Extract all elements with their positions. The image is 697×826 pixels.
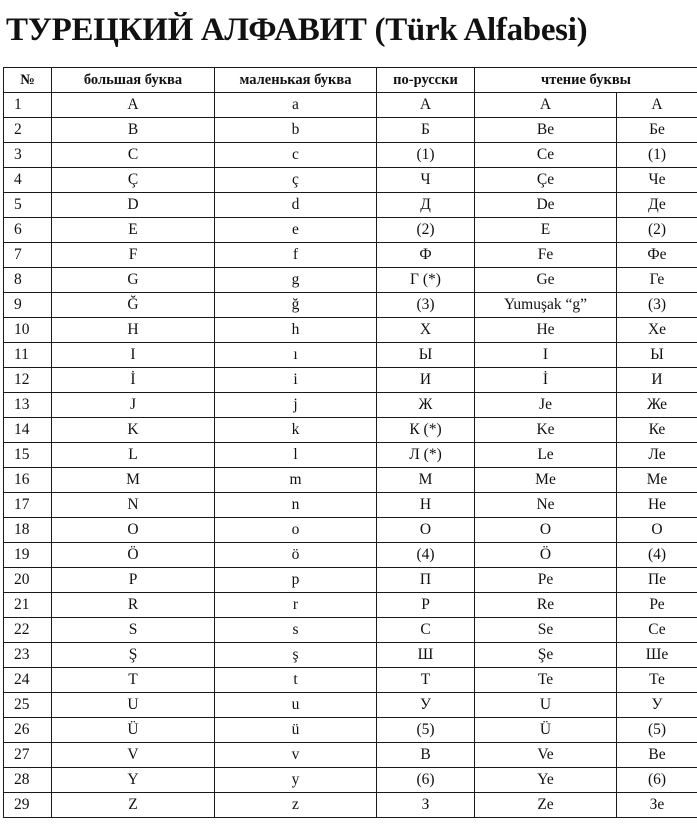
russian-equivalent: Ф [377,243,475,268]
russian-equivalent: Б [377,118,475,143]
letter-reading-turkish: Ve [475,743,617,768]
uppercase-letter: S [52,618,215,643]
row-number: 17 [4,493,52,518]
russian-equivalent: Х [377,318,475,343]
russian-equivalent: Л (*) [377,443,475,468]
lowercase-letter: ş [215,643,377,668]
row-number: 2 [4,118,52,143]
lowercase-letter: ö [215,543,377,568]
row-number: 19 [4,543,52,568]
row-number: 8 [4,268,52,293]
lowercase-letter: a [215,93,377,118]
uppercase-letter: U [52,693,215,718]
uppercase-letter: Ç [52,168,215,193]
letter-reading-russian: (3) [617,293,697,318]
row-number: 12 [4,368,52,393]
russian-equivalent: И [377,368,475,393]
letter-reading-russian: Се [617,618,697,643]
russian-equivalent: О [377,518,475,543]
table-row [4,793,697,818]
table-header-row [4,68,697,93]
uppercase-letter: Ğ [52,293,215,318]
russian-equivalent: П [377,568,475,593]
lowercase-letter: ı [215,343,377,368]
letter-reading-turkish: Te [475,668,617,693]
uppercase-letter: A [52,93,215,118]
letter-reading-russian: Фе [617,243,697,268]
letter-reading-turkish: Ne [475,493,617,518]
letter-reading-russian: (1) [617,143,697,168]
lowercase-letter: c [215,143,377,168]
letter-reading-russian: А [617,93,697,118]
table-row [4,618,697,643]
header-reading: чтение буквы [475,68,697,93]
letter-reading-turkish: De [475,193,617,218]
uppercase-letter: D [52,193,215,218]
letter-reading-russian: Ге [617,268,697,293]
lowercase-letter: k [215,418,377,443]
row-number: 22 [4,618,52,643]
lowercase-letter: v [215,743,377,768]
row-number: 13 [4,393,52,418]
uppercase-letter: H [52,318,215,343]
letter-reading-russian: Те [617,668,697,693]
row-number: 1 [4,93,52,118]
letter-reading-turkish: Şe [475,643,617,668]
letter-reading-turkish: Ge [475,268,617,293]
table-row [4,268,697,293]
lowercase-letter: y [215,768,377,793]
table-row [4,118,697,143]
table-row [4,543,697,568]
table-row [4,693,697,718]
table-row [4,568,697,593]
lowercase-letter: g [215,268,377,293]
table-row [4,368,697,393]
lowercase-letter: t [215,668,377,693]
letter-reading-turkish: Çe [475,168,617,193]
row-number: 23 [4,643,52,668]
table-row [4,293,697,318]
russian-equivalent: Н [377,493,475,518]
table-row [4,468,697,493]
table-row [4,343,697,368]
uppercase-letter: L [52,443,215,468]
uppercase-letter: M [52,468,215,493]
letter-reading-russian: (6) [617,768,697,793]
row-number: 28 [4,768,52,793]
table-row [4,218,697,243]
row-number: 20 [4,568,52,593]
uppercase-letter: İ [52,368,215,393]
row-number: 18 [4,518,52,543]
lowercase-letter: ğ [215,293,377,318]
uppercase-letter: C [52,143,215,168]
russian-equivalent: (4) [377,543,475,568]
page-title: ТУРЕЦКИЙ АЛФАВИТ (Türk Alfabesi) [6,12,588,48]
uppercase-letter: Ş [52,643,215,668]
row-number: 16 [4,468,52,493]
lowercase-letter: p [215,568,377,593]
letter-reading-turkish: He [475,318,617,343]
letter-reading-turkish: Be [475,118,617,143]
letter-reading-russian: Ы [617,343,697,368]
table-row [4,418,697,443]
row-number: 24 [4,668,52,693]
table-row [4,768,697,793]
russian-equivalent: Ч [377,168,475,193]
russian-equivalent: К (*) [377,418,475,443]
russian-equivalent: Р [377,593,475,618]
lowercase-letter: b [215,118,377,143]
letter-reading-russian: У [617,693,697,718]
letter-reading-turkish: O [475,518,617,543]
table-row [4,143,697,168]
table-row [4,93,697,118]
table-row [4,393,697,418]
uppercase-letter: P [52,568,215,593]
header-lowercase: маленькая буква [215,68,377,93]
row-number: 26 [4,718,52,743]
row-number: 14 [4,418,52,443]
table-row [4,193,697,218]
letter-reading-turkish: Fe [475,243,617,268]
russian-equivalent: Т [377,668,475,693]
russian-equivalent: (5) [377,718,475,743]
table-row [4,718,697,743]
letter-reading-russian: Же [617,393,697,418]
lowercase-letter: u [215,693,377,718]
lowercase-letter: s [215,618,377,643]
lowercase-letter: f [215,243,377,268]
uppercase-letter: E [52,218,215,243]
lowercase-letter: d [215,193,377,218]
russian-equivalent: В [377,743,475,768]
lowercase-letter: ç [215,168,377,193]
letter-reading-turkish: Ce [475,143,617,168]
russian-equivalent: Д [377,193,475,218]
russian-equivalent: З [377,793,475,818]
row-number: 21 [4,593,52,618]
uppercase-letter: R [52,593,215,618]
uppercase-letter: B [52,118,215,143]
letter-reading-russian: Ре [617,593,697,618]
lowercase-letter: ü [215,718,377,743]
russian-equivalent: Ж [377,393,475,418]
row-number: 10 [4,318,52,343]
table-row [4,668,697,693]
lowercase-letter: l [215,443,377,468]
uppercase-letter: T [52,668,215,693]
russian-equivalent: Г (*) [377,268,475,293]
letter-reading-turkish: Pe [475,568,617,593]
letter-reading-russian: И [617,368,697,393]
row-number: 27 [4,743,52,768]
table-row [4,493,697,518]
letter-reading-russian: (2) [617,218,697,243]
russian-equivalent: У [377,693,475,718]
russian-equivalent: (2) [377,218,475,243]
letter-reading-turkish: Re [475,593,617,618]
letter-reading-turkish: Ze [475,793,617,818]
uppercase-letter: K [52,418,215,443]
row-number: 6 [4,218,52,243]
letter-reading-russian: Хе [617,318,697,343]
uppercase-letter: O [52,518,215,543]
header-number: № [4,68,52,93]
lowercase-letter: j [215,393,377,418]
uppercase-letter: J [52,393,215,418]
table-row [4,443,697,468]
russian-equivalent: Ы [377,343,475,368]
letter-reading-turkish: Ü [475,718,617,743]
letter-reading-turkish: I [475,343,617,368]
letter-reading-turkish: U [475,693,617,718]
russian-equivalent: М [377,468,475,493]
letter-reading-turkish: Ö [475,543,617,568]
lowercase-letter: n [215,493,377,518]
letter-reading-russian: Де [617,193,697,218]
table-row [4,518,697,543]
russian-equivalent: (1) [377,143,475,168]
table-row [4,643,697,668]
letter-reading-turkish: E [475,218,617,243]
letter-reading-russian: Не [617,493,697,518]
letter-reading-turkish: İ [475,368,617,393]
letter-reading-russian: Ше [617,643,697,668]
header-russian: по-русски [377,68,475,93]
letter-reading-turkish: Me [475,468,617,493]
lowercase-letter: m [215,468,377,493]
letter-reading-russian: О [617,518,697,543]
letter-reading-turkish: Je [475,393,617,418]
letter-reading-russian: (4) [617,543,697,568]
uppercase-letter: F [52,243,215,268]
table-row [4,318,697,343]
table-row [4,243,697,268]
uppercase-letter: G [52,268,215,293]
row-number: 3 [4,143,52,168]
russian-equivalent: С [377,618,475,643]
row-number: 25 [4,693,52,718]
uppercase-letter: I [52,343,215,368]
letter-reading-russian: Пе [617,568,697,593]
letter-reading-russian: Че [617,168,697,193]
letter-reading-turkish: A [475,93,617,118]
lowercase-letter: h [215,318,377,343]
letter-reading-turkish: Yumuşak “g” [475,293,617,318]
uppercase-letter: Ü [52,718,215,743]
uppercase-letter: Y [52,768,215,793]
row-number: 29 [4,793,52,818]
letter-reading-russian: Ке [617,418,697,443]
russian-equivalent: (3) [377,293,475,318]
alphabet-table [3,67,697,818]
letter-reading-russian: Зе [617,793,697,818]
lowercase-letter: r [215,593,377,618]
lowercase-letter: e [215,218,377,243]
letter-reading-turkish: Se [475,618,617,643]
table-row [4,593,697,618]
lowercase-letter: z [215,793,377,818]
row-number: 11 [4,343,52,368]
letter-reading-russian: Бе [617,118,697,143]
uppercase-letter: N [52,493,215,518]
lowercase-letter: o [215,518,377,543]
uppercase-letter: Ö [52,543,215,568]
row-number: 15 [4,443,52,468]
letter-reading-russian: Ле [617,443,697,468]
table-row [4,168,697,193]
table-row [4,743,697,768]
letter-reading-turkish: Le [475,443,617,468]
letter-reading-russian: (5) [617,718,697,743]
row-number: 5 [4,193,52,218]
row-number: 9 [4,293,52,318]
header-uppercase: большая буква [52,68,215,93]
letter-reading-turkish: Ye [475,768,617,793]
uppercase-letter: V [52,743,215,768]
letter-reading-russian: Ме [617,468,697,493]
letter-reading-russian: Ве [617,743,697,768]
row-number: 7 [4,243,52,268]
uppercase-letter: Z [52,793,215,818]
lowercase-letter: i [215,368,377,393]
russian-equivalent: (6) [377,768,475,793]
russian-equivalent: А [377,93,475,118]
letter-reading-turkish: Ke [475,418,617,443]
russian-equivalent: Ш [377,643,475,668]
row-number: 4 [4,168,52,193]
